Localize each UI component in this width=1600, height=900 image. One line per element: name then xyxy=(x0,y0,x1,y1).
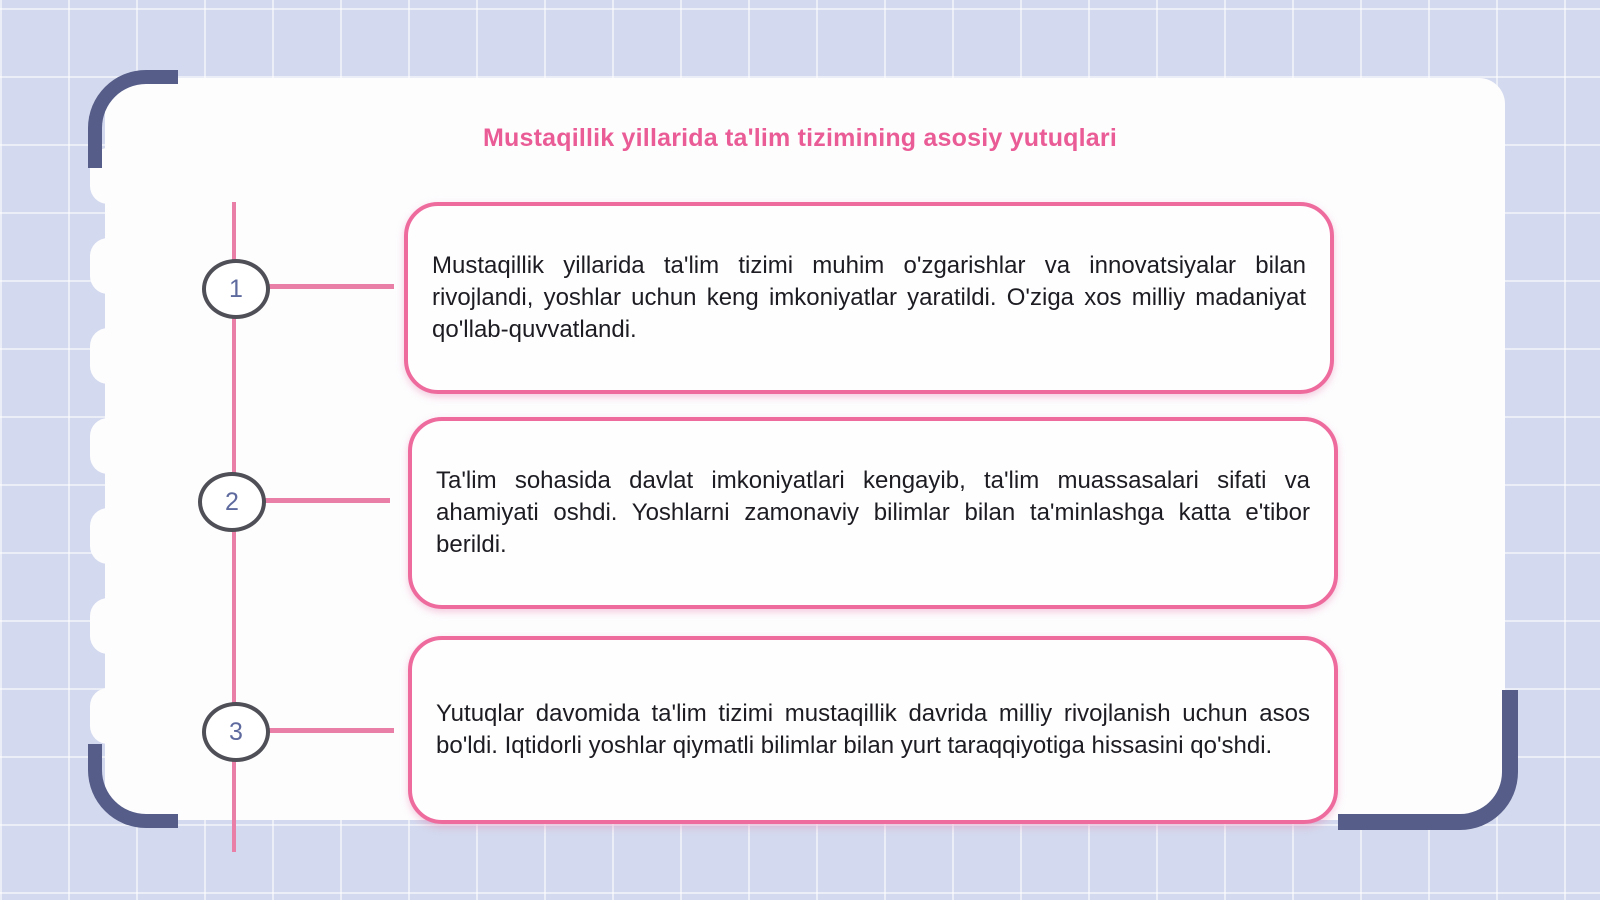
corner-bracket-top-left xyxy=(88,70,178,168)
timeline-connector-1 xyxy=(264,284,394,289)
timeline-node-3 xyxy=(202,702,270,762)
timeline-connector-3 xyxy=(264,728,394,733)
timeline-card-3 xyxy=(408,636,1338,824)
paper-scallop xyxy=(90,328,126,384)
slide-title: Mustaqillik yillarida ta'lim tizimining asosiy yutuqlari xyxy=(483,124,1117,152)
node-number: 2 xyxy=(225,487,239,516)
paper-scallop xyxy=(90,508,126,564)
timeline-node-2 xyxy=(198,472,266,532)
timeline-node-1 xyxy=(202,259,270,319)
timeline-card-1 xyxy=(404,202,1334,394)
paper-scallop xyxy=(90,238,126,294)
card-text: Ta'lim sohasida davlat imkoniyatlari kengayib, ta'lim muassasalari sifati va ahamiyati oshdi. Yoshlarni zamonaviy bilimlar bilan ta'minlashga katta e'tibor berildi. xyxy=(436,467,1310,558)
timeline-card-2 xyxy=(408,417,1338,609)
card-text: Yutuqlar davomida ta'lim tizimi mustaqillik davrida milliy rivojlanish uchun asos bo'ldi. Iqtidorli yoshlar qiymatli bilimlar bilan yurt taraqqiyotiga hissasini qo'shdi. xyxy=(436,700,1310,759)
node-number: 3 xyxy=(229,717,243,746)
corner-bracket-bottom-right xyxy=(1338,690,1518,830)
paper-scallop xyxy=(90,418,126,474)
node-number: 1 xyxy=(229,274,243,303)
paper-scallop xyxy=(90,598,126,654)
card-text: Mustaqillik yillarida ta'lim tizimi muhim o'zgarishlar va innovatsiyalar bilan rivojlandi, yoshlar uchun keng imkoniyatlar yaratildi. O'ziga xos milliy madaniyat qo'llab-quvvatlandi. xyxy=(432,252,1306,343)
paper-scallop xyxy=(90,688,126,744)
corner-bracket-bottom-left xyxy=(88,744,178,828)
timeline-connector-2 xyxy=(260,498,390,503)
